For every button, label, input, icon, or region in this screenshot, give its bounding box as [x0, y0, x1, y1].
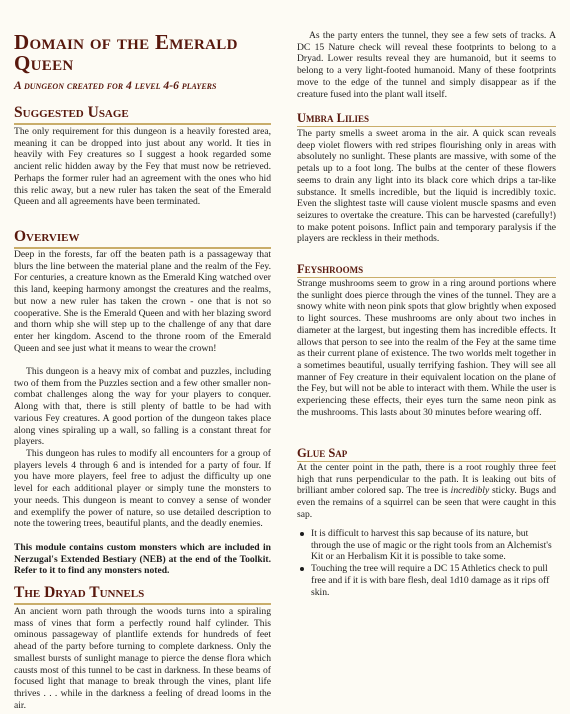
feyshrooms-paragraph: Strange mushrooms seem to grow in a ring around portions where the sunlight does pierce through the vines of the tunnel. They are a snowy white with neon pink spots that glow brightly when exposed to light sources. These mushrooms are only about two inches in diameter at the largest, but ingesting them has incredible effects. It allows that person to see into the realm of the Fey at the same time as their current plane of existence. The two worlds melt together in a sometimes beautiful, usually terrifying fashion. They will see all manner of Fey creature in their equivalent location on the plane of the Fey, but will not be able to interact with them. While the user is experiencing these effects, their eyes turn the same neon pink as the mushrooms. This lasts about 30 minutes before wearing off. — [297, 278, 557, 418]
overview-paragraph-2: This dungeon is a heavy mix of combat and puzzles, including two of them from the Puzzles section and a few other smaller non-combat challenges along the way for your players to conquer. Along with that, there is still plenty of battle to be had with various Fey creatures. A good portion of the dungeon takes place along vines spiraling up a wall, so falling is a constant threat for players. — [14, 366, 271, 448]
page-subtitle: A dungeon created for 4 level 4-6 players — [14, 79, 217, 92]
custom-monsters-note: This module contains custom monsters which are included in Nerzugal's Extended Bestiary (NEB) at the end of the Toolkit. Refer to it to find any monsters noted. — [14, 542, 271, 577]
glue-sap-bullet-list — [297, 528, 556, 598]
page-title: Domain of the Emerald Queen — [14, 30, 238, 75]
bullet-icon — [300, 532, 304, 536]
bullet-icon — [300, 567, 304, 571]
heading-feyshrooms: Feyshrooms — [297, 262, 556, 278]
list-item: Touching the tree will require a DC 15 Athletics check to pull free and if it is with bare flesh, deal 1d10 damage as it rips off skin. — [297, 563, 556, 598]
heading-umbra-lilies: Umbra Lilies — [297, 111, 556, 127]
usage-paragraph: The only requirement for this dungeon is a heavily forested area, meaning it can be dropped into just about any world. It ties in heavily with Fey creatures so I suggest a hook regarded some ancient relic hidden away by the Fey that must now be retrieved. Perhaps the former ruler had an agreement with the ones who hid this relic away, but a new ruler has taken the seat of the Emerald Queen and all agreements have been terminated. — [14, 126, 271, 208]
overview-paragraph-1: Deep in the forests, far off the beaten path is a passageway that blurs the line between the material plane and the realm of the Fey. For centuries, a creature known as the Emerald King watched over this land, keeping harmony amongst the creatures and the realms, but now a new ruler has taken the crown - one that is not so cooperative. She is the Emerald Queen and with her blazing sword and thorn whip she will step up to the challenge of any that dare enter her kingdom. Ascend to the throne room of the Emerald Queen and see just what it means to wear the crown! — [14, 249, 271, 354]
heading-suggested-usage: Suggested Usage — [14, 104, 271, 125]
list-item: It is difficult to harvest this sap because of its nature, but through the use of magic or the right tools from an Alchemist's Kit or an Herbalism Kit it is possible to take some. — [297, 528, 556, 563]
glue-sap-paragraph: At the center point in the path, there is a root roughly three feet high that runs perpendicular to the path. It is leaking out bits of brilliant amber colored sap. The tree is incredibly sticky. Bugs and even the remains of a squirrel can be seen that were caught in this sap. — [297, 462, 556, 520]
heading-overview: Overview — [14, 228, 271, 249]
overview-paragraph-3: This dungeon has rules to modify all encounters for a group of players levels 4 through 6 and is intended for a party of four. If you have more players, feel free to adjust the difficulty up one level for each additional player or simply tune the monsters to your needs. This dungeon is meant to convey a sense of wonder and exemplify the power of nature, so use detailed description to note the towering trees, beautiful plants, and the deadly enemies. — [14, 448, 271, 530]
umbra-lilies-paragraph: The party smells a sweet aroma in the air. A quick scan reveals deep violet flowers with red stripes flourishing only in areas with absolutely no sunlight. These plants are massive, with some of the petals up to a foot long. The bulbs at the center of these flowers seems to drain any light into its black core which drips a tar-like substance. It smells incredible, but the liquid is incredibly toxic. Even the slightest taste will cause violent muscle spasms and even seizures to overtake the creature. This can be harvested (carefully!) to make potent poisons. Inflict pain and temporary paralysis if the players are reckless in their methods. — [297, 128, 556, 245]
dryad-paragraph-2: As the party enters the tunnel, they see a few sets of tracks. A DC 15 Nature check will reveal these footprints to belong to a Dryad. Lower results reveal they are humanoid, but it seems to belong to a very light-footed humanoid. Many of these footprints move to the edge of the tunnel and simply disappear as if the creature fused into the plant wall itself. — [297, 30, 556, 100]
heading-dryad-tunnels: The Dryad Tunnels — [14, 584, 271, 605]
heading-glue-sap: Glue Sap — [297, 446, 556, 462]
dryad-paragraph-1: An ancient worn path through the woods turns into a spiraling mass of vines that form a perfectly round half cylinder. This ominous passageway of plantlife extends for hundreds of feet ahead of the party before turning to complete darkness. Only the smallest bursts of sunlight manage to pierce the dense flora which causts most of this tunnel to be cast in darkness. In these beams of focused light that manage to break through the vines, plant life thrives . . . while in the darkness a feeling of dread looms in the air. — [14, 606, 271, 711]
